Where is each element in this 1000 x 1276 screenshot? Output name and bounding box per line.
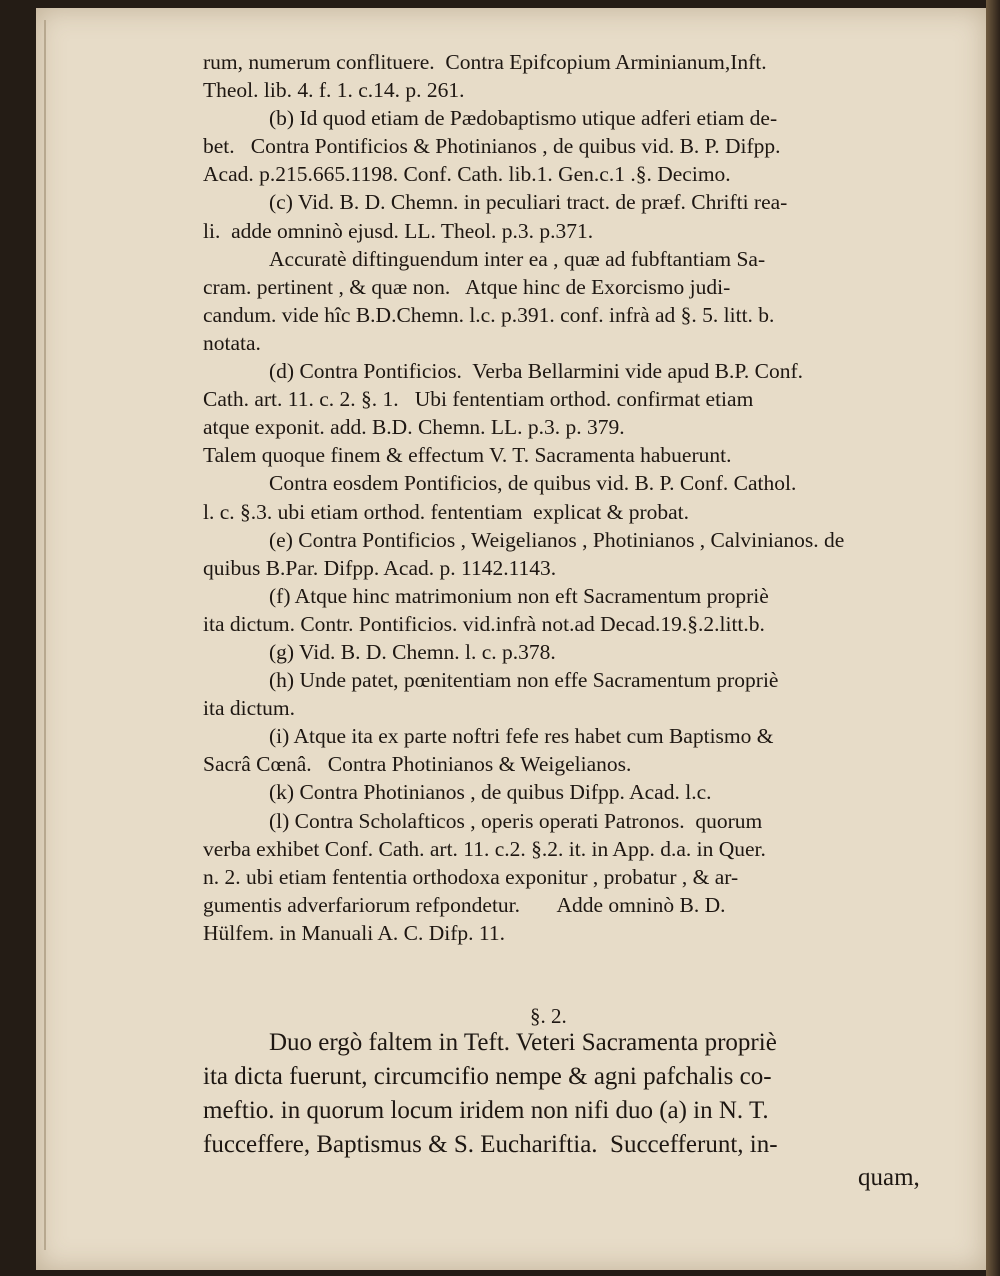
footnote-line: candum. vide hîc B.D.Chemn. l.c. p.391. conf. infrà ad §. 5. litt. b. [203, 302, 775, 327]
paragraph-line: Duo ergò faltem in Teft. Veteri Sacramenta propriè [269, 1029, 777, 1056]
footnote-line: Accuratè diftinguendum inter ea , quæ ad fubftantiam Sa- [269, 246, 766, 271]
footnote-line: Talem quoque finem & effectum V. T. Sacramenta habuerunt. [203, 443, 732, 468]
footnote-line: verba exhibet Conf. Cath. art. 11. c.2. §.2. it. in App. d.a. in Quer. [203, 836, 766, 861]
catchword: quam, [858, 1164, 920, 1191]
page-right-edge [986, 0, 1000, 1276]
footnote-line: Theol. lib. 4. f. 1. c.14. p. 261. [203, 78, 465, 103]
footnote-line: (c) Vid. B. D. Chemn. in peculiari tract. de præf. Chrifti rea- [269, 190, 788, 215]
footnote-line: (f) Atque hinc matrimonium non eft Sacramentum propriè [269, 583, 769, 608]
footnote-line: notata. [203, 330, 261, 355]
footnote-line: (d) Contra Pontificios. Verba Bellarmini vide apud B.P. Conf. [269, 359, 804, 384]
footnote-line: Cath. art. 11. c. 2. §. 1. Ubi fententiam orthod. confirmat etiam [203, 387, 754, 412]
footnote-line: ita dictum. [203, 696, 295, 721]
paragraph-line: meftio. in quorum locum iridem non nifi duo (a) in N. T. [203, 1097, 769, 1124]
footnote-line: ita dictum. Contr. Pontificios. vid.infrà not.ad Decad.19.§.2.litt.b. [203, 611, 765, 636]
footnote-line: (l) Contra Scholafticos , operis operati Patronos. quorum [269, 808, 763, 833]
footnote-line: Hülfem. in Manuali A. C. Difp. 11. [203, 920, 505, 945]
footnote-line: (k) Contra Photinianos , de quibus Difpp. Acad. l.c. [269, 780, 712, 805]
footnote-line: atque exponit. add. B.D. Chemn. LL. p.3. p. 379. [203, 415, 625, 440]
page-gutter-line [44, 20, 46, 1250]
footnote-line: (e) Contra Pontificios , Weigelianos , Photinianos , Calvinianos. de [269, 527, 845, 552]
footnote-line: Sacrâ Cœnâ. Contra Photinianos & Weigelianos. [203, 752, 632, 777]
footnote-line: (g) Vid. B. D. Chemn. l. c. p.378. [269, 639, 556, 664]
footnote-line: l. c. §.3. ubi etiam orthod. fententiam explicat & probat. [203, 499, 690, 524]
footnote-line: gumentis adverfariorum refpondetur. Adde omninò B. D. [203, 892, 726, 917]
footnotes-block [203, 48, 963, 947]
footnote-line: (b) Id quod etiam de Pædobaptismo utique adferi etiam de- [269, 106, 778, 131]
footnote-line: quibus B.Par. Difpp. Acad. p. 1142.1143. [203, 555, 557, 580]
paragraph-line: fucceffere, Baptismus & S. Euchariftia. Succefferunt, in- [203, 1131, 778, 1158]
footnote-line: cram. pertinent , & quæ non. Atque hinc de Exorcismo judi- [203, 274, 731, 299]
footnote-line: (h) Unde patet, pœnitentiam non effe Sacramentum propriè [269, 668, 779, 693]
footnote-line: Contra eosdem Pontificios, de quibus vid. B. P. Conf. Cathol. [269, 471, 797, 496]
footnote-line: (i) Atque ita ex parte noftri fefe res habet cum Baptismo & [269, 724, 774, 749]
footnote-line: Acad. p.215.665.1198. Conf. Cath. lib.1. Gen.c.1 .§. Decimo. [203, 162, 731, 187]
main-paragraph [203, 1026, 963, 1162]
footnote-line: n. 2. ubi etiam fententia orthodoxa exponitur , probatur , & ar- [203, 864, 739, 889]
footnote-line: li. adde omninò ejusd. LL. Theol. p.3. p.371. [203, 218, 594, 243]
section-mark: §. 2. [530, 1004, 567, 1028]
footnote-line: bet. Contra Pontificios & Photinianos , de quibus vid. B. P. Difpp. [203, 134, 781, 159]
footnote-line: rum, numerum conflituere. Contra Epifcopium Arminianum,Inft. [203, 50, 767, 74]
paragraph-line: ita dicta fuerunt, circumcifio nempe & agni pafchalis co- [203, 1063, 772, 1090]
